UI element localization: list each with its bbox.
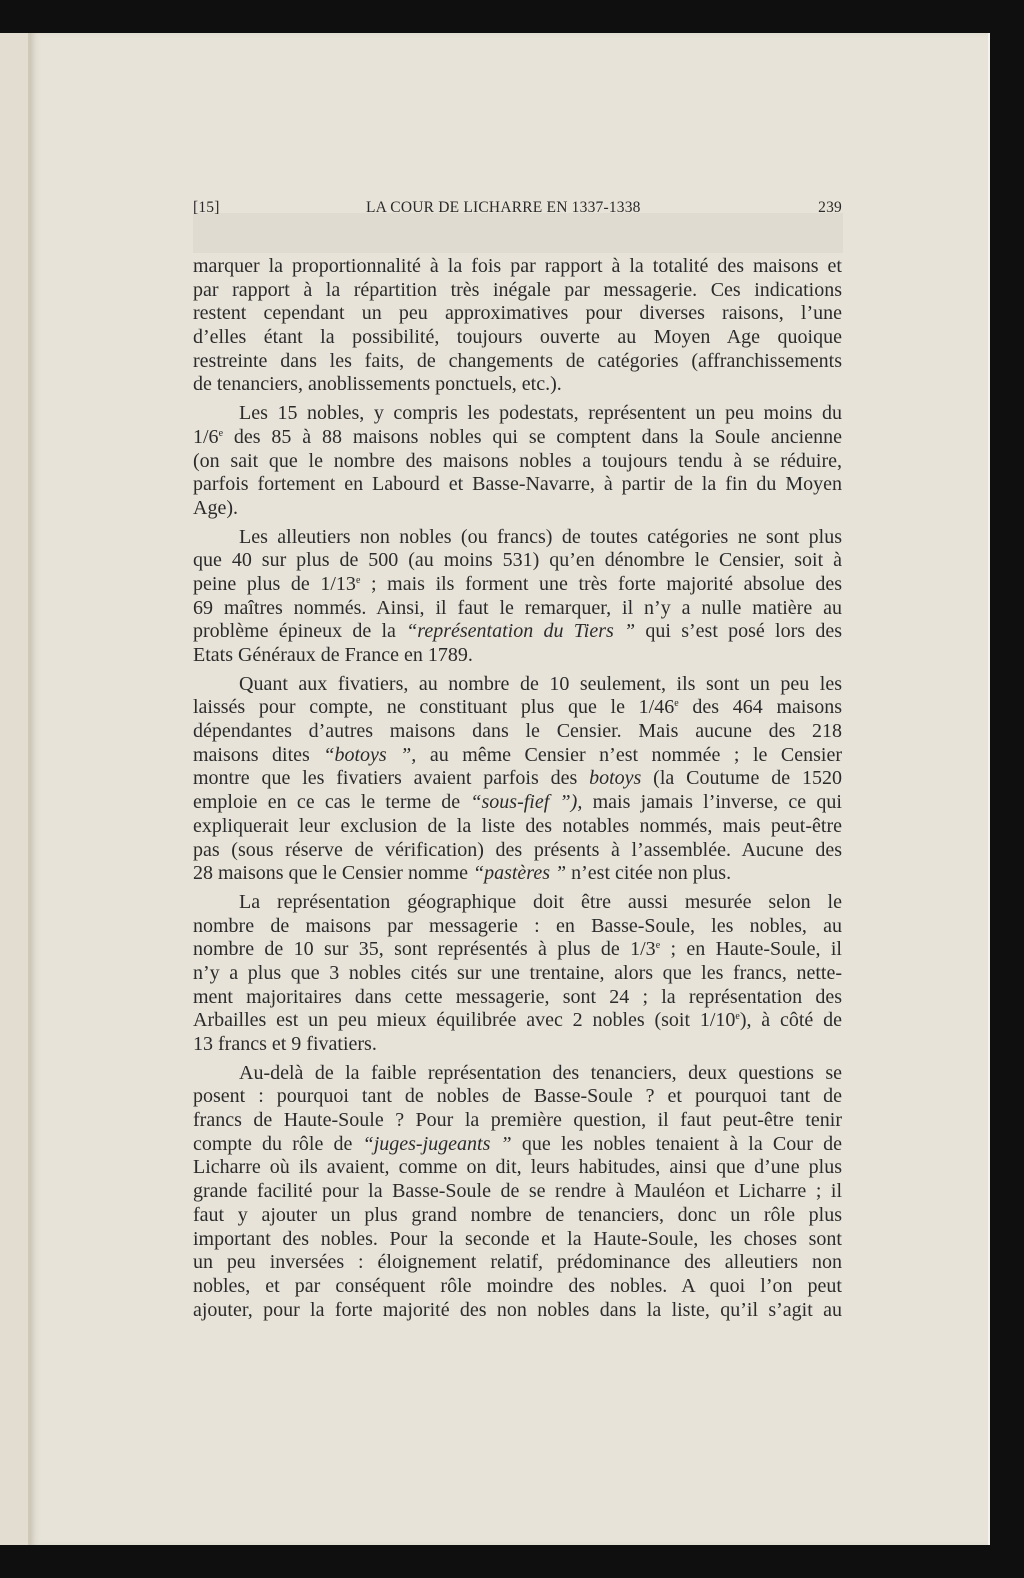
text-line: [193, 1033, 842, 1057]
text-segment: par rapport à la répartition très inégale par messagerie. Ces indications: [193, 278, 842, 301]
text-line: [193, 986, 842, 1010]
text-segment: Licharre où ils avaient, comme on dit, leurs habitudes, ainsi que d’une plus: [193, 1156, 842, 1179]
text-line: [193, 644, 842, 668]
text-line: [193, 1180, 842, 1204]
italic-text: “sous-fief ”),: [470, 791, 583, 814]
text-line: [193, 1009, 842, 1033]
text-segment: Au-delà de la faible représentation des tenanciers, deux questions se: [239, 1061, 842, 1084]
text-line: [193, 673, 842, 697]
book-page: [30, 33, 990, 1545]
text-segment: nobles, et par conséquent rôle moindre des nobles. A quoi l’on peut: [193, 1274, 842, 1297]
text-line: [193, 1156, 842, 1180]
text-line: [193, 1062, 842, 1086]
text-segment: emploie en ce cas le terme de: [193, 791, 471, 814]
text-segment: Les 15 nobles, y compris les podestats, représentent un peu moins du: [239, 402, 842, 425]
italic-text: “représentation du Tiers ”: [406, 620, 636, 643]
text-line: [193, 373, 842, 397]
text-segment: ment majoritaires dans cette messagerie, sont 24 ; la représentation des: [193, 985, 842, 1008]
text-segment: compte du rôle de: [193, 1132, 363, 1155]
text-line: [193, 891, 842, 915]
text-line: [193, 1251, 842, 1275]
text-segment: francs de Haute-Soule ? Pour la première question, il faut peut-être tenir: [193, 1109, 842, 1132]
running-title: LA COUR DE LICHARRE EN 1337-1338: [366, 199, 641, 216]
superscript: e: [655, 940, 661, 952]
text-line: [193, 473, 842, 497]
text-line: [193, 620, 842, 644]
text-segment: nombre de maisons par messagerie : en Basse-Soule, les nobles, au: [193, 914, 842, 937]
text-segment: grande facilité pour la Basse-Soule de se rendre à Mauléon et Licharre ; il: [193, 1180, 842, 1203]
text-segment: que les nobles tenaient à la Cour de: [511, 1132, 842, 1155]
text-line: [193, 1275, 842, 1299]
section-number: [15]: [193, 199, 220, 216]
text-segment: d’elles étant la possibilité, toujours ouverte au Moyen Age quoique: [193, 326, 842, 349]
text-line: [193, 1109, 842, 1133]
text-segment: au même Censier n’est nommée ; le Censier: [416, 743, 842, 766]
text-segment: maisons dites: [193, 743, 324, 766]
text-line: [193, 1204, 842, 1228]
text-segment: Etats Généraux de France en 1789.: [193, 644, 473, 666]
text-line: [193, 450, 842, 474]
text-line: [193, 839, 842, 863]
text-segment: 1/6: [193, 425, 219, 448]
text-line: [193, 549, 842, 573]
text-segment: 28 maisons que le Censier nomme: [193, 862, 473, 885]
text-line: [193, 1228, 842, 1252]
text-segment: 69 maîtres nommés. Ainsi, il faut le remarquer, il n’y a nulle matière au: [193, 596, 842, 619]
text-segment: nombre de 10 sur 35, sont représentés à plus de 1/3: [193, 938, 656, 961]
text-line: [193, 862, 842, 886]
show-through-band: [193, 213, 843, 253]
text-line: [193, 1299, 842, 1323]
text-segment: marquer la proportionnalité à la fois par rapport à la totalité des maisons et: [193, 255, 842, 277]
text-segment: dépendantes d’autres maisons dans le Censier. Mais aucune des 218: [193, 720, 842, 743]
superscript: e: [674, 698, 679, 710]
text-segment: n’est citée non plus.: [566, 862, 732, 885]
text-line: [193, 1133, 842, 1157]
paragraph: [193, 255, 842, 397]
text-segment: (on sait que le nombre des maisons nobles a toujours tendu à se réduire,: [193, 449, 842, 472]
text-line: [193, 426, 842, 450]
italic-text: “juges-jugeants ”: [362, 1132, 512, 1155]
text-line: [193, 791, 842, 815]
text-line: [193, 497, 842, 521]
text-line: [193, 573, 842, 597]
text-segment: peine plus de 1/13: [193, 572, 356, 595]
text-segment: ajouter, pour la forte majorité des non nobles dans la liste, qu’il s’agit au: [193, 1298, 842, 1321]
text-segment: Quant aux fivatiers, au nombre de 10 seulement, ils sont un peu les: [239, 672, 842, 695]
italic-text: botoys: [589, 767, 642, 790]
text-segment: Les alleutiers non nobles (ou francs) de toutes catégories ne sont plus: [239, 525, 842, 548]
text-line: [193, 255, 842, 279]
paragraph: [193, 526, 842, 668]
text-line: [193, 302, 842, 326]
text-line: [193, 597, 842, 621]
superscript: e: [735, 1011, 740, 1023]
page-number: 239: [818, 199, 842, 216]
text-segment: (la Coutume de 1520: [641, 767, 842, 790]
text-segment: La représentation géographique doit être aussi mesurée selon le: [239, 890, 842, 913]
paragraph: [193, 1062, 842, 1323]
text-segment: que 40 sur plus de 500 (au moins 531) qu’en dénombre le Censier, soit à: [193, 549, 842, 572]
text-line: [193, 350, 842, 374]
text-segment: Age).: [193, 496, 238, 519]
paragraph: [193, 891, 842, 1057]
text-segment: ; en Haute-Soule, il: [660, 938, 842, 961]
text-line: [193, 720, 842, 744]
text-line: [193, 526, 842, 550]
text-segment: problème épineux de la: [193, 620, 407, 643]
text-line: [193, 767, 842, 791]
text-segment: Arbailles est un peu mieux équilibrée avec 2 nobles (soit 1/10: [193, 1009, 736, 1032]
text-segment: des 464 maisons: [678, 696, 842, 719]
text-segment: important des nobles. Pour la seconde et la Haute-Soule, les choses sont: [193, 1227, 842, 1250]
text-segment: mais jamais l’inverse, ce qui: [582, 791, 842, 814]
text-line: [193, 915, 842, 939]
text-segment: ; mais ils forment une très forte majorité absolue des: [360, 572, 842, 595]
text-segment: ), à côté de: [739, 1009, 842, 1032]
body-text: [193, 255, 842, 1327]
text-segment: faut y ajouter un plus grand nombre de tenanciers, donc un rôle plus: [193, 1203, 842, 1226]
italic-text: “pastères ”: [472, 862, 567, 885]
superscript: e: [355, 574, 361, 586]
text-segment: laissés pour compte, ne constituant plus que le 1/46: [193, 696, 675, 719]
text-segment: restreinte dans les faits, de changements de catégories (affranchissements: [193, 349, 842, 372]
previous-page-edge: [0, 33, 30, 1545]
text-segment: qui s’est posé lors des: [635, 620, 842, 643]
text-line: [193, 938, 842, 962]
text-segment: parfois fortement en Labourd et Basse-Navarre, à partir de la fin du Moyen: [193, 473, 842, 496]
text-segment: expliquerait leur exclusion de la liste des notables nommés, mais peut-être: [193, 814, 842, 837]
text-segment: 13 francs et 9 fivatiers.: [193, 1033, 377, 1055]
italic-text: “botoys ”,: [323, 743, 417, 766]
text-line: [193, 744, 842, 768]
text-line: [193, 1085, 842, 1109]
paragraph: [193, 673, 842, 886]
text-segment: restent cependant un peu approximatives pour diverses raisons, l’une: [193, 302, 842, 325]
text-segment: de tenanciers, anoblissements ponctuels, etc.).: [193, 373, 562, 396]
text-segment: pas (sous réserve de vérification) des présents à l’assemblée. Aucune des: [193, 838, 842, 861]
text-segment: posent : pourquoi tant de nobles de Basse-Soule ? et pourquoi tant de: [193, 1085, 842, 1108]
text-segment: un peu inversées : éloignement relatif, prédominance des alleutiers non: [193, 1251, 842, 1274]
paragraph: [193, 402, 842, 520]
text-segment: montre que les fivatiers avaient parfois des: [193, 767, 590, 790]
text-line: [193, 815, 842, 839]
text-line: [193, 402, 842, 426]
text-line: [193, 962, 842, 986]
text-line: [193, 696, 842, 720]
text-line: [193, 326, 842, 350]
superscript: e: [218, 427, 224, 439]
text-line: [193, 279, 842, 303]
text-segment: des 85 à 88 maisons nobles qui se comptent dans la Soule ancienne: [223, 425, 842, 448]
text-segment: n’y a plus que 3 nobles cités sur une trentaine, alors que les francs, nette-: [193, 961, 842, 984]
running-header: [193, 199, 842, 219]
